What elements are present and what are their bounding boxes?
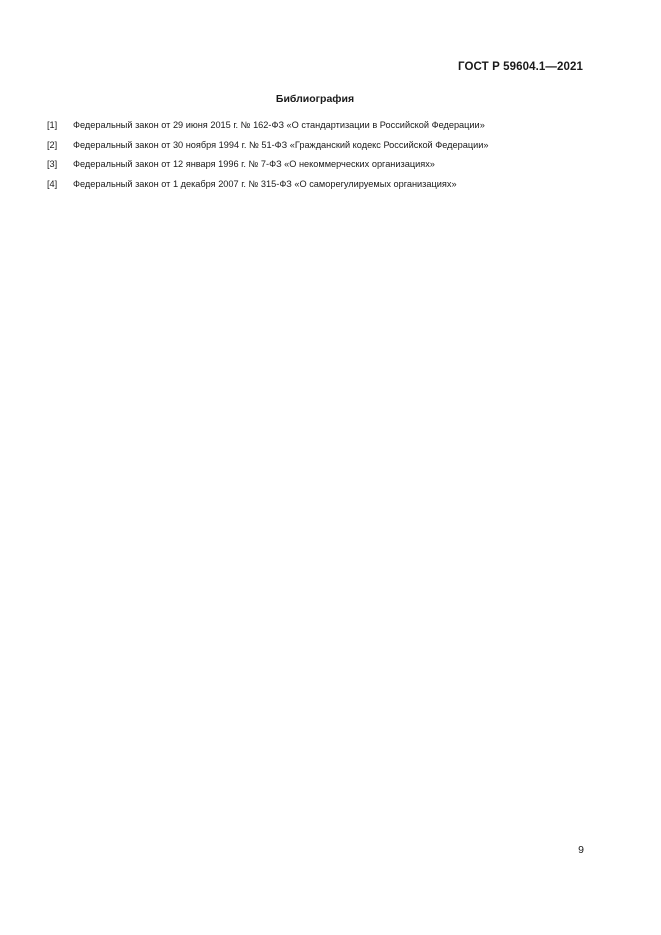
bibliography-list [47, 120, 607, 198]
bibliography-item-text: Федеральный закон от 12 января 1996 г. № 7-ФЗ «О некоммерческих организациях» [73, 159, 435, 169]
bibliography-item-number: [1] [47, 120, 58, 130]
bibliography-item-text: Федеральный закон от 1 декабря 2007 г. № 315-ФЗ «О саморегулируемых организациях» [73, 178, 457, 189]
bibliography-item-number: [2] [47, 139, 58, 150]
bibliography-item-text: Федеральный закон от 30 ноября 1994 г. № 51-ФЗ «Гражданский кодекс Российской Федерации» [73, 139, 489, 150]
standard-code-header: ГОСТ Р 59604.1—2021 [458, 61, 583, 73]
bibliography-item-text: Федеральный закон от 29 июня 2015 г. № 162-ФЗ «О стандартизации в Российской Федерации» [73, 120, 485, 130]
bibliography-item-number: [3] [47, 159, 58, 169]
bibliography-item [47, 140, 607, 160]
bibliography-title: Библиография [275, 93, 355, 105]
bibliography-item-number: [4] [47, 178, 58, 189]
bibliography-item [47, 120, 607, 140]
bibliography-item [47, 159, 607, 179]
page-number: 9 [578, 844, 584, 856]
bibliography-item [47, 179, 607, 199]
